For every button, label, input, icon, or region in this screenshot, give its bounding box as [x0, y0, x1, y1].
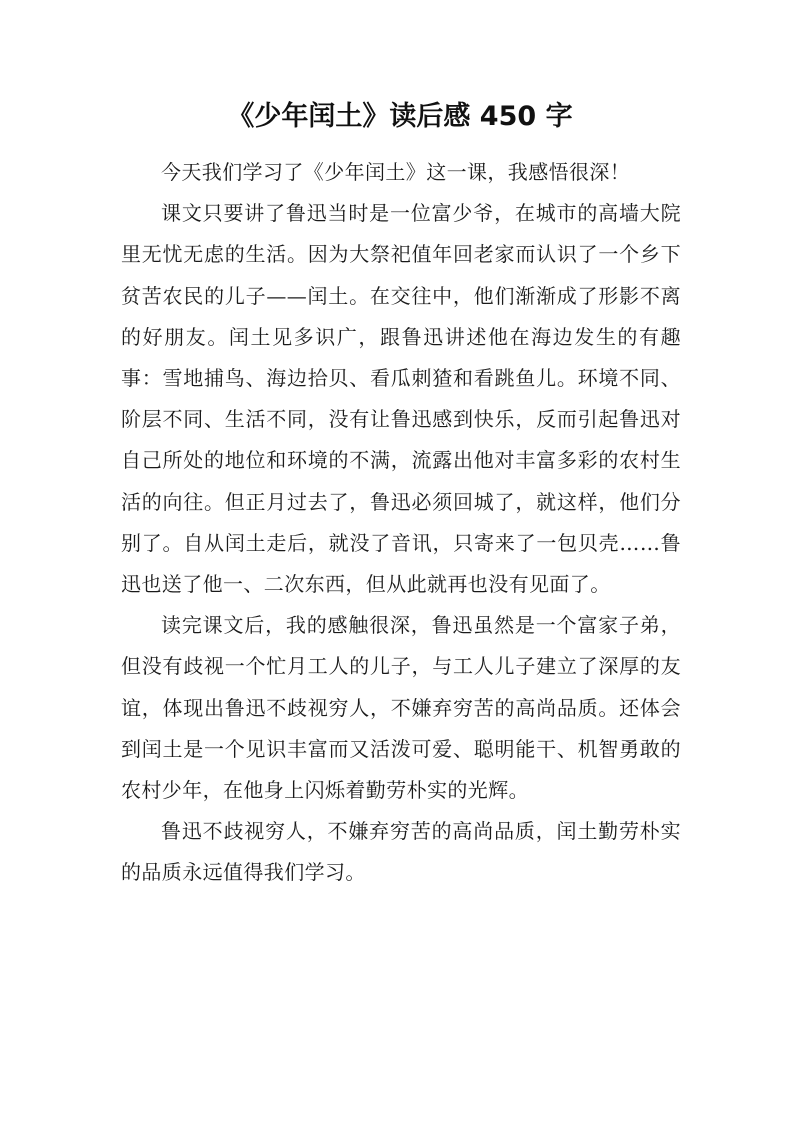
document-title: 《少年闰土》读后感 450 字	[227, 101, 573, 132]
paragraph-reflection: 读完课文后，我的感触很深，鲁迅虽然是一个富家子弟，但没有歧视一个忙月工人的儿子，与工人儿子建立了深厚的友谊，体现出鲁迅不歧视穷人，不嫌弃穷苦的高尚品质。还体会到闰土是一个见识丰富而又活泼可爱、聪明能干、机智勇敢的农村少年，在他身上闪烁着勤劳朴实的光辉。	[121, 613, 681, 803]
paragraph-summary: 课文只要讲了鲁迅当时是一位富少爷，在城市的高墙大院里无忧无虑的生活。因为大祭祀值年回老家而认识了一个乡下贫苦农民的儿子——闰土。在交往中，他们渐渐成了形影不离的好朋友。闰土见多识广，跟鲁迅讲述他在海边发生的有趣事：雪地捕鸟、海边拾贝、看瓜刺猹和看跳鱼儿。环境不同、阶层不同、生活不同，没有让鲁迅感到快乐，反而引起鲁迅对自己所处的地位和环境的不满，流露出他对丰富多彩的农村生活的向往。但正月过去了，鲁迅必须回城了，就这样，他们分别了。自从闰土走后，就没了音讯，只寄来了一包贝壳……鲁迅也送了他一、二次东西，但从此就再也没有见面了。	[121, 201, 681, 597]
document-body	[121, 152, 681, 894]
paragraph-conclusion: 鲁迅不歧视穷人，不嫌弃穷苦的高尚品质，闰土勤劳朴实的品质永远值得我们学习。	[121, 819, 681, 885]
paragraph-intro: 今天我们学习了《少年闰土》这一课，我感悟很深！	[161, 160, 631, 184]
